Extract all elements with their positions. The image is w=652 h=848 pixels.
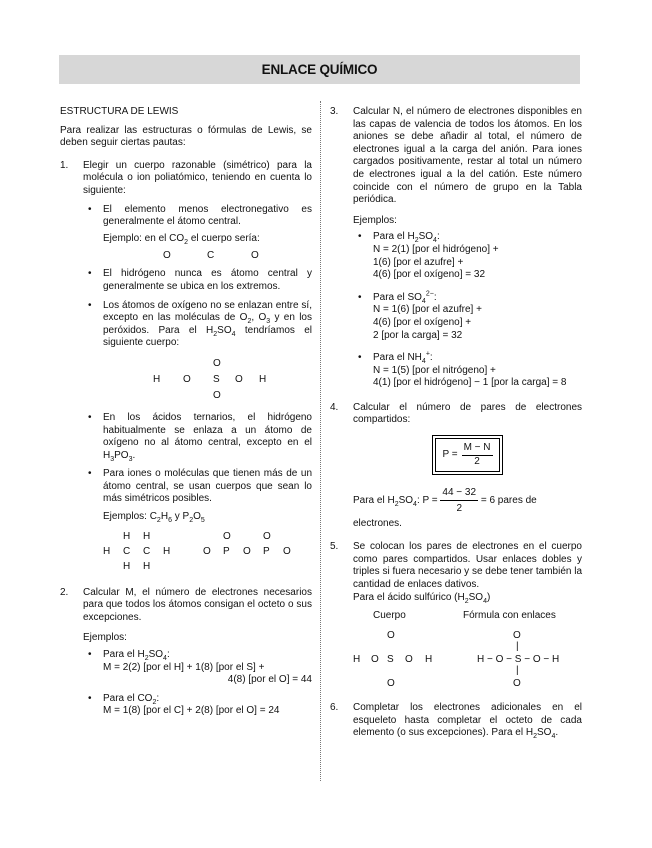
- section-subtitle: ESTRUCTURA DE LEWIS: [60, 106, 179, 117]
- step-number: 5.: [330, 541, 339, 553]
- step-5: 5. Se colocan los pares de electrones en el cuerpo como pares compartidos. Usar enlaces dobles y triples si fuera necesario y se debe tener también la cantidad de enlaces dativos. Para el ácido sulfúrico $(H_2SO_4)$ Cuerpo Fórmula con enlaces O O | H O S O H H − O − S − O − H | O O: [330, 541, 583, 690]
- equation-line: M = 1(8) [por el C] + 2(8) [por el O] = 24: [103, 705, 280, 717]
- step-text: Calcular el número de pares de electrones compartidos:: [353, 401, 582, 426]
- equation-line: 4(8) [por el O] = 44: [227, 674, 312, 686]
- equation-line: N = 2(1) [por el hidrógeno] +: [373, 243, 499, 255]
- list-item: • Para el $CO_2$: M = 1(8) [por el C] + 2(8) [por el O] = 24: [83, 693, 312, 718]
- equation-line: M = 2(2) [por el H] + 1(8) [por el S] +: [103, 661, 265, 673]
- equation-line: 4(6) [por el oxígeno] = 32: [373, 269, 486, 281]
- list-item: • Para iones o moléculas que tienen más de un átomo central, se usan cuerpos que sean lo más simétricos posibles. Ejemplos: $C_2H_6$ y $P_2O_5$ H H O O H C C H O P O P O H H: [88, 468, 312, 572]
- example-line: Ejemplo: en el $CO_2$ el cuerpo sería:: [103, 232, 260, 246]
- equation-line: 4(1) [por el hidrógeno] − 1 [por la carga] = 8: [373, 377, 567, 389]
- step-1: [60, 160, 312, 573]
- step-6: [330, 702, 582, 740]
- molecule-h2so4: O: [213, 357, 221, 369]
- list-item: • Para el $H_2SO_4$: M = 2(2) [por el H] + 1(8) [por el S] + 4(8) [por el O] = 44: [88, 649, 312, 686]
- examples-label: Ejemplos:: [353, 214, 397, 226]
- examples-label: Ejemplos:: [83, 632, 127, 644]
- bullet-text: El hidrógeno nunca es átomo central y generalmente se ubica en los extremos.: [103, 268, 312, 292]
- bullet: •: [88, 411, 92, 423]
- list-item: • Los átomos de oxígeno no se enlazan entre sí, excepto en las moléculas de $O_2$, $O_3$ y en los peróxidos. Para el $H_2SO_4$ tendríamos el siguiente cuerpo: O H O S O H O: [88, 299, 312, 401]
- step-text: Completar los electrones adicionales en el esqueleto hasta completar el octeto de cada elemento (o sus excepciones). Para el $H_2SO_4$.: [353, 702, 582, 741]
- step-number: 3.: [330, 106, 339, 117]
- bullet-text: Los átomos de oxígeno no se enlazan entre sí, excepto en las moléculas de $O_2$, $O_3$ y en los peróxidos. Para el $H_2SO_4$ tendríamos el siguiente cuerpo:: [103, 299, 312, 349]
- bullet: •: [88, 692, 92, 704]
- bullet: •: [358, 291, 362, 303]
- step-2: [60, 587, 312, 718]
- step-4: [330, 402, 582, 531]
- list-item: • Para el $H_2SO_4$: N = 2(1) [por el hidrógeno] + 1(6) [por el azufre] + 4(6) [por el oxígeno] = 32: [353, 231, 582, 281]
- atom: O: [251, 250, 259, 262]
- list-item: • Para el $NH_4^+$: N = 1(5) [por el nitrógeno] + 4(1) [por el hidrógeno] − 1 [por la carga] = 8: [353, 352, 582, 390]
- right-column: [330, 106, 582, 740]
- list-item: [83, 204, 312, 263]
- list-item: • Para el $SO_4^{2-}$: N = 1(6) [por el azufre] + 4(6) [por el oxígeno] + 2 [por la carga] = 32: [353, 292, 582, 342]
- step-number: 4.: [330, 401, 339, 413]
- list-item: [83, 412, 312, 462]
- molecule-ethane-p2o5: H H O O: [123, 530, 271, 542]
- step-number: 2.: [60, 586, 69, 598]
- intro-paragraph: Para realizar las estructuras o fórmulas de Lewis, se deben seguir ciertas pautas:: [60, 124, 312, 149]
- column-divider: [320, 101, 321, 781]
- structure-row-mid: H O S O H H − O − S − O − H: [353, 654, 560, 666]
- page-title: ENLACE QUÍMICO: [59, 55, 580, 84]
- bullet-text: En los ácidos ternarios, el hidrógeno habitualmente se enlaza a un átomo de oxígeno no al átomo central, excepto en el $H_3PO_3$.: [103, 411, 312, 463]
- example-line: Para el $H_2SO_4$: P = $\frac{44 - 32}{2}$ = 6 pares de electrones.: [353, 487, 537, 530]
- bullet: •: [358, 352, 362, 364]
- step-text: Elegir un cuerpo razonable (simétrico) para la molécula o ion poliatómico, teniendo en cuenta lo siguiente:: [83, 159, 312, 196]
- equation-line: N = 1(5) [por el nitrógeno] +: [373, 364, 496, 376]
- equation-line: 1(6) [por el azufre] +: [373, 256, 464, 268]
- bullet: •: [88, 649, 92, 661]
- structure-headers: Cuerpo Fórmula con enlaces: [373, 610, 556, 622]
- step-text: Se colocan los pares de electrones en el cuerpo como pares compartidos. Usar enlaces dobles y triples si fuera necesario y se debe tener también la cantidad de enlaces dativos.: [353, 541, 583, 591]
- example-line: Ejemplos: $C_2H_6$ y $P_2O_5$: [103, 511, 205, 525]
- structure-row-top: O O: [387, 630, 521, 642]
- step-text: Calcular N, el número de electrones disponibles en las capas de valencia de todos los átomos. En los aniones se debe añadir al total, el número de electrones igual a la carga del anión. Para iones cargados positivamente, restar al total un número de electrones igual a la del catión. Este número coincide con el número de grupo en la Tabla periódica.: [353, 106, 582, 206]
- step-text: Calcular M, el número de electrones necesarios para que todos los átomos consigan el octeto o sus excepciones.: [83, 586, 312, 623]
- bullet: •: [88, 299, 92, 311]
- bullet: •: [88, 468, 92, 480]
- step-number: 1.: [60, 159, 69, 171]
- step-3: [330, 106, 582, 390]
- bullet: •: [358, 231, 362, 243]
- bullet: •: [88, 268, 92, 280]
- bullet-text: El elemento menos electronegativo es generalmente el átomo central.: [103, 203, 312, 228]
- atom: O: [163, 250, 171, 262]
- formula-box: P = $\frac{M - N}{2}$: [432, 435, 502, 475]
- structure-row-bot: O O: [387, 678, 521, 690]
- equation-line: 4(6) [por el oxígeno] +: [373, 316, 472, 328]
- step-number: 6.: [330, 702, 339, 714]
- atom: C: [207, 250, 215, 262]
- list-item: [83, 268, 312, 293]
- equation-line: N = 1(6) [por el azufre] +: [373, 304, 482, 316]
- bullet: •: [88, 203, 92, 215]
- equation-line: 2 [por la carga] = 32: [373, 329, 463, 341]
- left-column: [60, 106, 312, 718]
- molecule-co2: [103, 250, 312, 262]
- bullet-text: Para iones o moléculas que tienen más de un átomo central, se usan cuerpos que sean lo más simétricos posibles.: [103, 468, 312, 505]
